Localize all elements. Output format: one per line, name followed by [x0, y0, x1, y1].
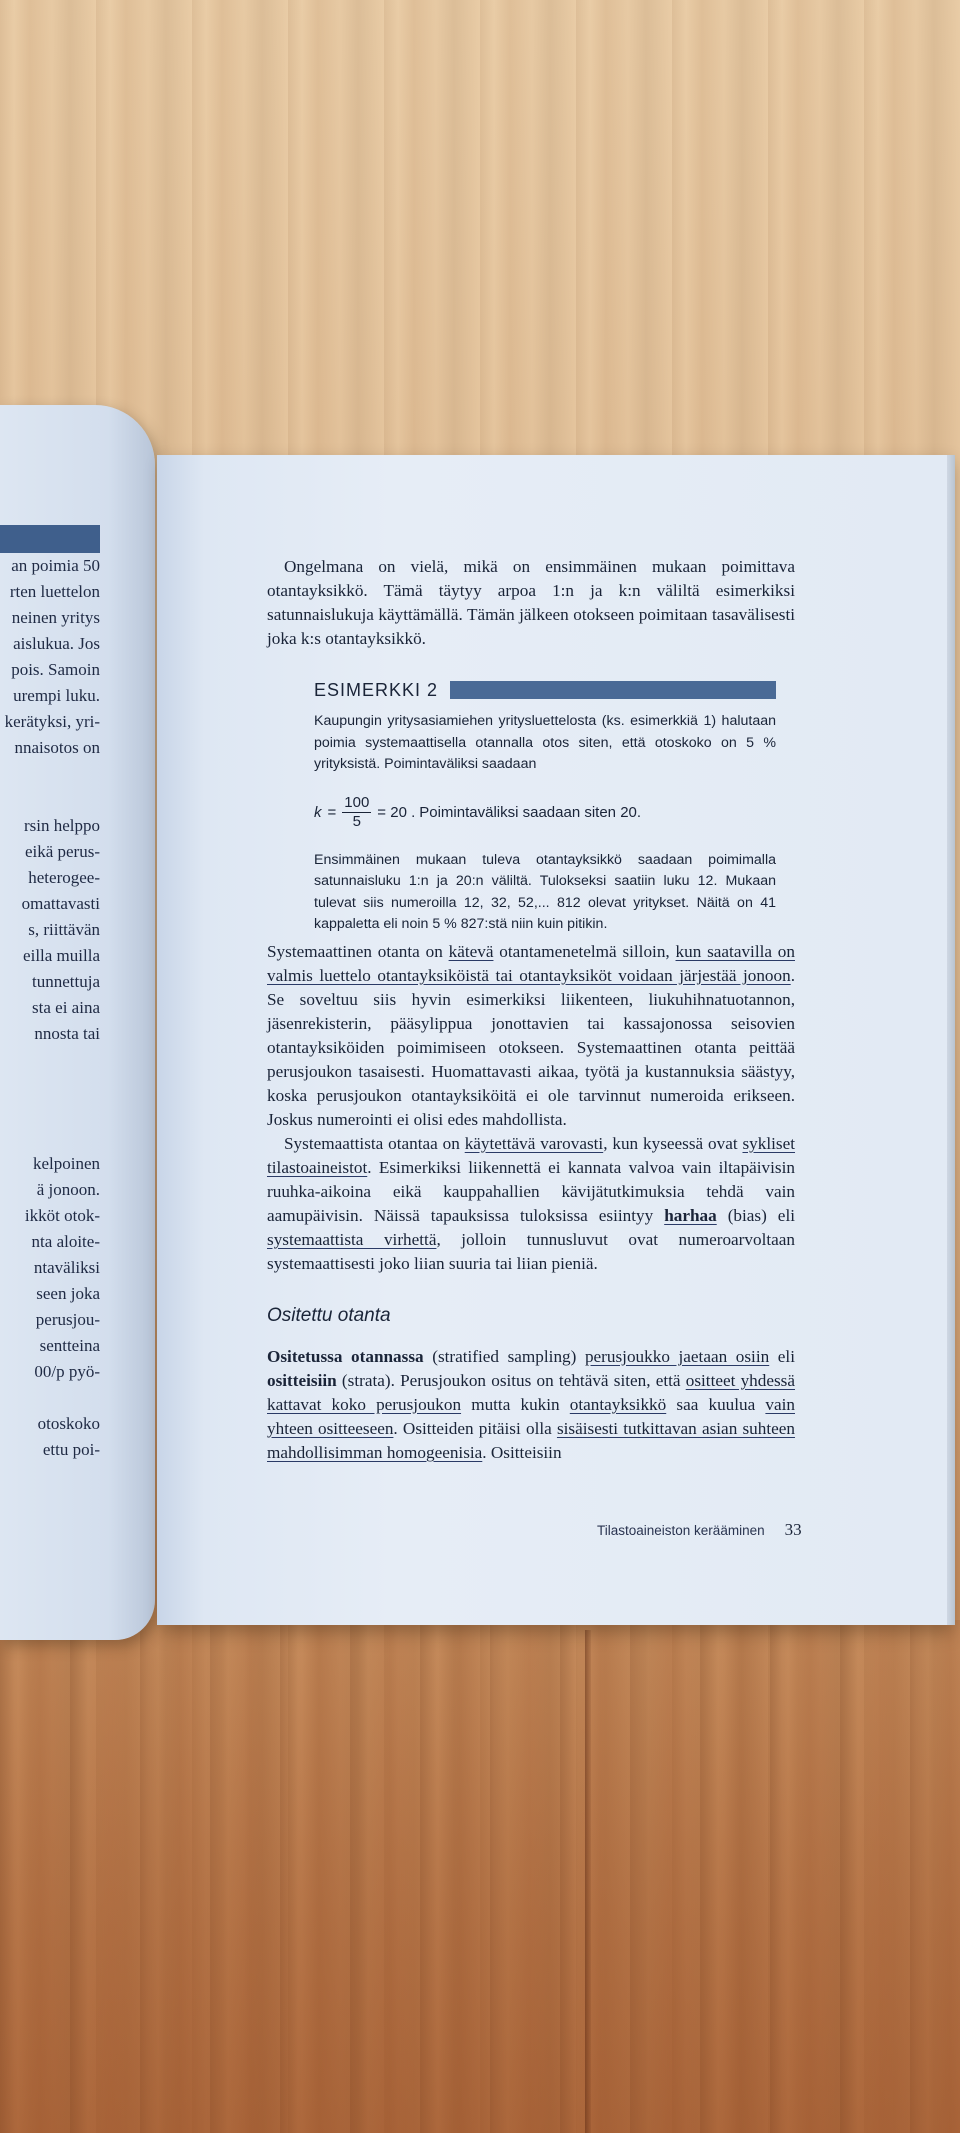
left-page-line: s, riittävän — [28, 920, 100, 939]
left-page-line: neinen yritys — [11, 608, 100, 627]
left-page-line: aislukua. Jos — [13, 634, 100, 653]
left-page-line: otoskoko — [37, 1414, 100, 1433]
page-footer — [597, 1520, 957, 1540]
intro-text: Ongelmana on vielä, mikä on ensimmäinen mukaan poimittava otantayksikkö. Tämä täytyy arpoa 1:n ja k:n väliltä esimerkiksi satunnaislukuja käyttämällä. Tämän jälkeen otokseen poimitaan tasavälisesti joka k:s otantayksikkö. — [267, 557, 795, 648]
example-paragraph-1: Kaupungin yritysasiamiehen yritysluettelosta (ks. esimerkkiä 1) halutaan poimia systemaattisella otannalla otos siten, että otoskoko on 5 % yrityksistä. Poimintaväliksi saadaan — [314, 713, 776, 772]
left-page-line: ettu poi- — [42, 1440, 100, 1459]
left-page-line: nnaisotos on — [14, 738, 100, 757]
left-page-line: seen joka — [36, 1284, 100, 1303]
left-page-line — [0, 787, 100, 813]
formula — [314, 788, 776, 838]
left-page-line — [0, 761, 100, 787]
text-run: eli — [769, 1347, 795, 1366]
text-run: . Se soveltuu siis hyvin esimerkiksi liikenteen, liukuhihnatuotannon, jäsenrekisterin, pääsylippua jonottavien tai kassajonossa seisovien otantayksiköiden poimimiseen otokseen. Systemaattinen otanta peittää perusjoukon tasaisesti. Huomattavasti aikaa, työtä ja kustannuksia säästyy, koska perusjoukon otantayksiköitä ei ole tarvinnut numeroida erikseen. Joskus numerointi ei olisi edes mahdollista. — [267, 966, 795, 1129]
intro-paragraph — [267, 555, 795, 651]
formula-numerator: 100 — [344, 794, 370, 811]
left-page-line: an poimia 50 — [11, 556, 100, 575]
underlined-text: perusjoukko jaetaan osiin — [584, 1347, 770, 1366]
text-run: (stratified sampling) — [423, 1347, 585, 1366]
example-title: ESIMERKKI 2 — [314, 679, 439, 700]
left-page-line: sentteina — [39, 1336, 100, 1355]
left-page-line: tunnettuja — [32, 972, 100, 991]
text-run: saa kuulua — [666, 1395, 766, 1414]
left-page — [0, 405, 155, 1640]
table-seam — [585, 1630, 591, 2133]
text-run: (strata). Perusjoukon ositus on tehtävä siten, että — [336, 1371, 686, 1390]
text-run: mutta kukin — [461, 1395, 570, 1414]
left-page-line: 00/p pyö- — [34, 1362, 100, 1381]
formula-denominator: 5 — [352, 813, 361, 830]
text-run: , kun kyseessä ovat — [603, 1134, 743, 1153]
bold-term: harhaa — [664, 1206, 717, 1225]
bold-term: ositteisiin — [267, 1371, 337, 1390]
underlined-text: sykliset tilastoaineistot — [267, 1134, 796, 1177]
left-page-line: ikköt otok- — [24, 1206, 100, 1225]
left-page-line — [0, 1125, 100, 1151]
example-box — [314, 677, 776, 936]
text-run: . Ositteiden pitäisi olla — [393, 1419, 557, 1438]
left-page-line: omattavasti — [21, 894, 100, 913]
page-number: 33 — [784, 1520, 802, 1539]
left-page-line — [0, 1073, 100, 1099]
formula-result: = 20 . — [377, 803, 416, 821]
text-run: . Ositteisiin — [482, 1443, 562, 1462]
text-run: otantamenetelmä silloin, — [493, 942, 676, 961]
left-page-line: kerätyksi, yri- — [4, 712, 100, 731]
body-paragraph-3 — [267, 1345, 795, 1465]
underlined-text: käytettävä varovasti — [464, 1134, 604, 1153]
left-page-line — [0, 1385, 100, 1411]
example-body — [314, 711, 776, 936]
left-page-line: heterogee- — [28, 868, 100, 887]
body-paragraph-2 — [267, 1132, 795, 1276]
underlined-text: ositteet yhdessä kattavat koko perusjoukon — [267, 1371, 795, 1414]
underlined-text: kätevä — [448, 942, 494, 961]
text-run: . Esimerkiksi liikennettä ei kannata valvoa vain iltapäivisin ruuhka-aikoina eikä kauppahallien kävijätutkimuksia tehdä vain aamupäivisin. Näissä tapauksissa tuloksissa esiintyy — [267, 1158, 795, 1225]
underlined-text: kun saatavilla on valmis luettelo otantayksiköistä tai otantayksiköt voidaan järjestää jonoon — [267, 942, 795, 985]
text-run: Systemaattinen otanta on — [267, 942, 449, 961]
left-page-line: ntaväliksi — [33, 1258, 100, 1277]
text-run: , jolloin tunnusluvut ovat numeroarvoltaan systemaattisesti joko liian suuria tai liian pieniä. — [267, 1230, 795, 1273]
underlined-text: vain yhteen ositteeseen — [267, 1395, 795, 1438]
stratified-sampling-text — [267, 1345, 795, 1465]
underlined-text: otantayksikkö — [569, 1395, 667, 1414]
left-page-line: perusjou- — [35, 1310, 100, 1329]
left-page-text — [0, 553, 100, 1463]
left-page-line — [0, 1099, 100, 1125]
formula-note: Poimintaväliksi saadaan siten 20. — [419, 803, 642, 821]
page-edge — [947, 455, 955, 1625]
left-page-line: rten luettelon — [9, 582, 100, 601]
left-page-line — [0, 1047, 100, 1073]
text-run: (bias) eli — [716, 1206, 795, 1225]
left-page-line: pois. Samoin — [11, 660, 100, 679]
left-page-line: sta ei aina — [32, 998, 100, 1017]
formula-equals: = — [327, 803, 337, 821]
example-title-bar — [450, 681, 776, 699]
footer-chapter-title: Tilastoaineiston kerääminen — [597, 1523, 765, 1538]
bold-term: Ositetussa otannassa — [267, 1347, 424, 1366]
left-page-heading-bar — [0, 525, 100, 553]
body-paragraph-1 — [267, 940, 795, 1132]
left-page-line: nta aloite- — [31, 1232, 100, 1251]
formula-variable: k — [314, 803, 322, 821]
left-page-line: eilla muilla — [23, 946, 100, 965]
systematic-sampling-text — [267, 940, 795, 1276]
left-page-line: urempi luku. — [13, 686, 100, 705]
underlined-text: sisäisesti tutkittavan asian suhteen mahdollisimman homogeenisia — [267, 1419, 795, 1462]
left-page-line: rsin helppo — [23, 816, 100, 835]
section-heading: Ositettu otanta — [267, 1305, 391, 1326]
wooden-table-lower — [0, 1620, 960, 2133]
example-paragraph-2: Ensimmäinen mukaan tuleva otantayksikkö saadaan poimimalla satunnaisluku 1:n ja 20:n väliltä. Tulokseksi saatiin luku 12. Mukaan tulevat siis numeroilla 12, 32, 52,... 812 olevat yritykset. Näitä on 41 kappaletta eli noin 5 % 827:stä niin kuin pitikin. — [314, 851, 776, 932]
left-page-line: eikä perus- — [24, 842, 100, 861]
text-run: Systemaattista otantaa on — [284, 1134, 465, 1153]
underlined-text: systemaattista virhettä — [267, 1230, 437, 1249]
right-page — [157, 455, 947, 1625]
left-page-line: nnosta tai — [34, 1024, 100, 1043]
formula-fraction — [342, 794, 371, 831]
example-header — [314, 677, 776, 703]
left-page-line: kelpoinen — [32, 1154, 100, 1173]
left-page-line: ä jonoon. — [36, 1180, 100, 1199]
